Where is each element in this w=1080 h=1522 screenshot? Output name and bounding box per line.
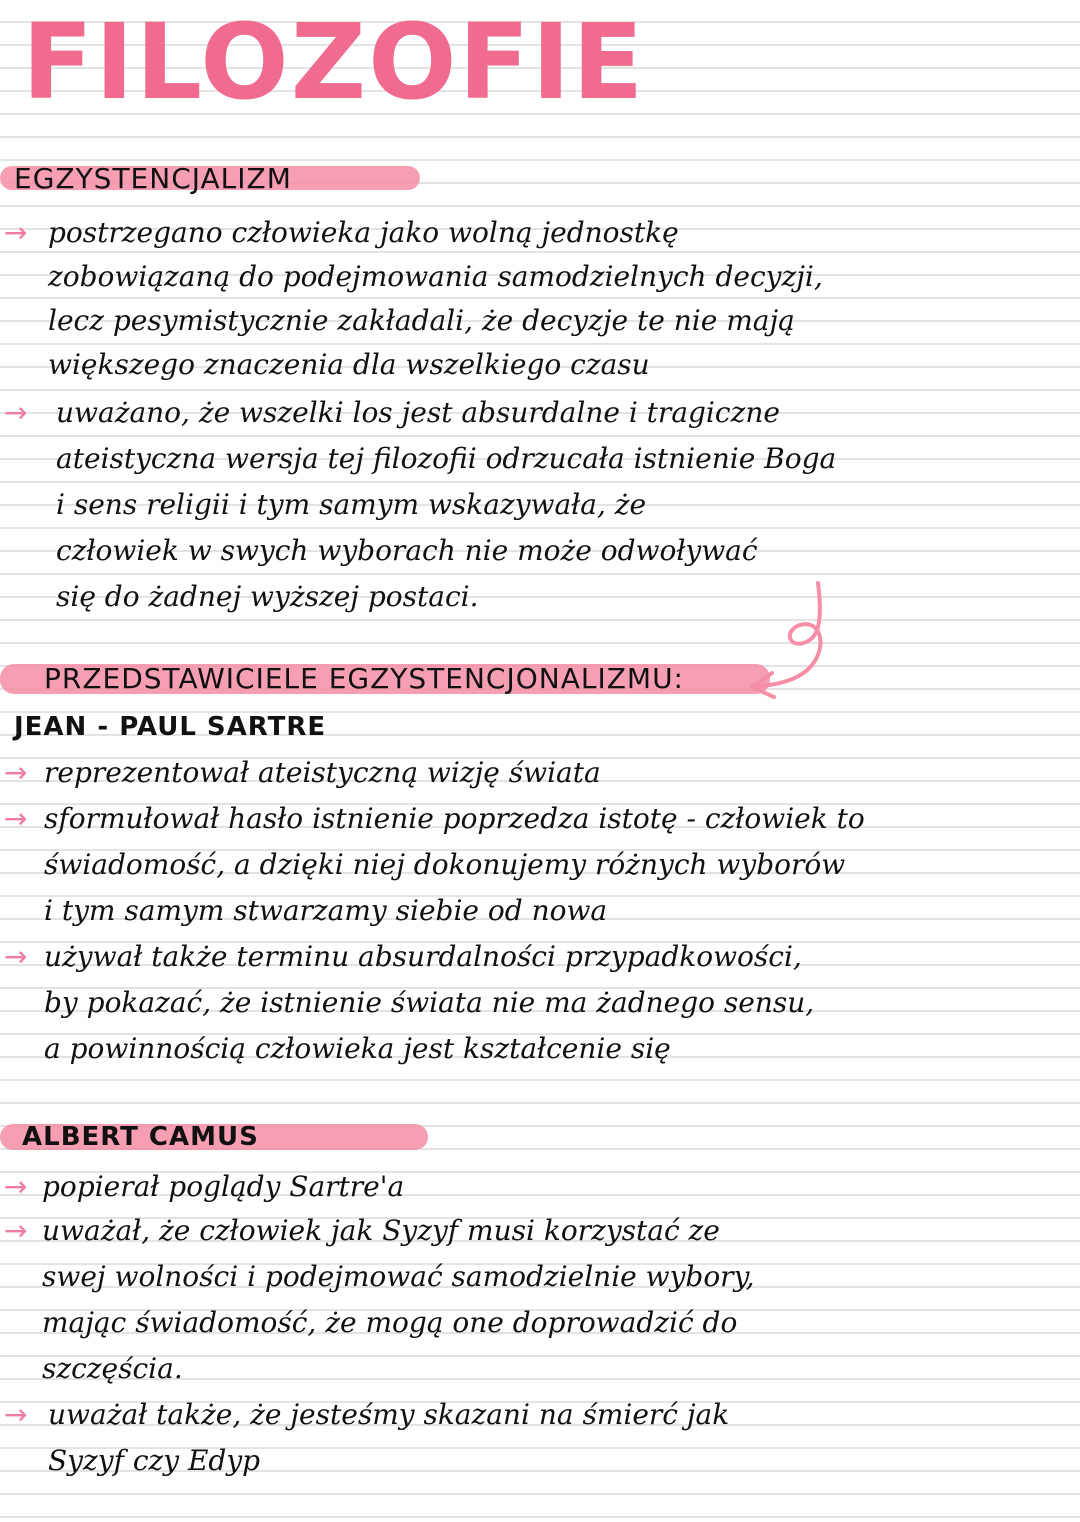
text-line: sformułował hasło istnienie poprzedza istotę - człowiek to — [44, 802, 865, 835]
author-name-sartre: JEAN - PAUL SARTRE — [14, 712, 327, 742]
text-line: postrzegano człowieka jako wolną jednostkę — [48, 216, 679, 249]
bullet-arrow-icon: → — [4, 1214, 28, 1247]
text-line: uważał także, że jesteśmy skazani na śmierć jak — [48, 1398, 730, 1431]
text-line: swej wolności i podejmować samodzielnie wybory, — [42, 1260, 755, 1293]
text-line: a powinnością człowieka jest kształcenie się — [44, 1032, 671, 1065]
section-heading-przedstawiciele: PRZEDSTAWICIELE EGZYSTENCJONALIZMU: — [44, 662, 684, 695]
bullet-arrow-icon: → — [4, 396, 28, 429]
text-line: ateistyczna wersja tej filozofii odrzucała istnienie Boga — [56, 442, 837, 475]
text-line: świadomość, a dzięki niej dokonujemy różnych wyborów — [44, 848, 846, 881]
text-line: szczęścia. — [42, 1352, 183, 1385]
text-line: Syzyf czy Edyp — [48, 1444, 261, 1477]
text-line: uważał, że człowiek jak Syzyf musi korzystać ze — [42, 1214, 720, 1247]
text-line: większego znaczenia dla wszelkiego czasu — [48, 348, 650, 381]
text-line: uważano, że wszelki los jest absurdalne i tragiczne — [56, 396, 780, 429]
bullet-arrow-icon: → — [4, 1398, 28, 1431]
bullet-arrow-icon: → — [4, 802, 28, 835]
text-line: i tym samym stwarzamy siebie od nowa — [44, 894, 608, 927]
bullet-arrow-icon: → — [4, 1170, 28, 1203]
text-line: i sens religii i tym samym wskazywała, że — [56, 488, 647, 521]
text-line: reprezentował ateistyczną wizję świata — [44, 756, 601, 789]
text-line: lecz pesymistycznie zakładali, że decyzje te nie mają — [48, 304, 795, 337]
text-line: zobowiązaną do podejmowania samodzielnych decyzji, — [48, 260, 823, 293]
text-line: by pokazać, że istnienie świata nie ma żadnego sensu, — [44, 986, 815, 1019]
bullet-arrow-icon: → — [4, 940, 28, 973]
bullet-arrow-icon: → — [4, 756, 28, 789]
section-heading-egzystencjalizm: EGZYSTENCJALIZM — [14, 162, 292, 195]
bullet-arrow-icon: → — [4, 216, 28, 249]
text-line: używał także terminu absurdalności przypadkowości, — [44, 940, 802, 973]
text-line: popierał poglądy Sartre'a — [42, 1170, 405, 1203]
author-name-camus: ALBERT CAMUS — [22, 1122, 259, 1152]
text-line: się do żadnej wyższej postaci. — [56, 580, 479, 613]
text-line: mając świadomość, że mogą one doprowadzić do — [42, 1306, 738, 1339]
page-title: FILOZOFIE — [22, 1, 646, 123]
text-line: człowiek w swych wyborach nie może odwoływać — [56, 534, 758, 567]
